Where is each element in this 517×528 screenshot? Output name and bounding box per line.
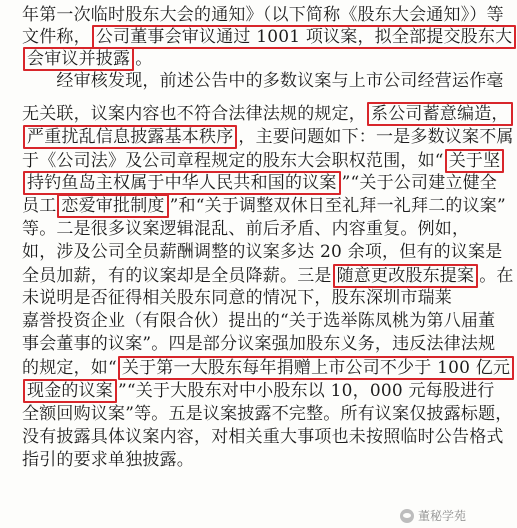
watermark-text: 董秘学苑 xyxy=(417,509,466,523)
highlighted-phrase: 关于坚 xyxy=(445,149,505,173)
text-line xyxy=(22,403,513,425)
text-line xyxy=(22,333,496,355)
text-segment: ”和“关于调整双休日至礼拜一礼拜二的议案” xyxy=(169,196,506,216)
text-segment: 经审核发现，前述公告中的多数议案与上市公司经营运作毫 xyxy=(22,71,504,91)
text-segment: ”“关于大股东对中小股东以 10，000 元每股进行 xyxy=(118,381,495,401)
text-line xyxy=(22,265,514,287)
text-segment: 的规定，如“ xyxy=(22,358,117,378)
text-segment: 员工 xyxy=(22,196,57,216)
text-segment: 嘉誉投资企业（有限合伙）提出的“关于选举陈凤桃为第八届董 xyxy=(22,311,496,331)
text-line xyxy=(22,426,504,448)
text-segment: 。在 xyxy=(479,266,514,286)
text-line xyxy=(22,172,497,194)
highlighted-phrase: 现金的议案 xyxy=(23,379,117,403)
text-segment: 年第一次临时股东大会的通知》（以下简称《股东大会通知》）等 xyxy=(22,5,504,25)
text-segment: 如，涉及公司全员薪酬调整的议案多达 20 余项，但有的议案是 xyxy=(22,242,503,262)
text-segment: 于《公司法》及公司章程规定的股东大会职权范围，如“ xyxy=(22,151,444,171)
text-segment: 。 xyxy=(135,49,153,69)
text-line xyxy=(22,218,470,240)
text-segment: 全员加薪，有的议案却是全员降薪。三是 xyxy=(22,266,332,286)
highlighted-phrase: 持钓鱼岛主权属于中华人民共和国的议案 xyxy=(23,171,341,195)
text-line xyxy=(22,150,501,172)
text-segment: 事会董事的议案”。四是部分议案强加股东义务，违反法律法规 xyxy=(22,334,496,354)
text-line xyxy=(22,287,462,309)
watermark xyxy=(400,507,466,524)
text-segment: 无关联，议案内容也不符合法律法规的规定， xyxy=(22,104,366,124)
wechat-logo-icon xyxy=(400,509,414,523)
text-segment: ，主要问题如下：一是多数议案不属 xyxy=(238,127,514,147)
text-line xyxy=(22,48,462,70)
text-line xyxy=(22,70,504,92)
text-line xyxy=(22,380,495,402)
text-line xyxy=(22,357,511,379)
text-line xyxy=(22,449,462,471)
text-line xyxy=(22,241,503,263)
text-segment: 全额回购议案”等。五是议案披露不完整。所有议案仅披露标题， xyxy=(22,404,513,424)
text-segment: 指引的要求单独披露。 xyxy=(22,450,194,470)
text-line xyxy=(22,26,513,48)
text-segment: 等。二是很多议案逻辑混乱、前后矛盾、内容重复。例如， xyxy=(22,219,470,239)
text-line xyxy=(22,310,496,332)
text-line xyxy=(22,195,506,217)
text-line xyxy=(22,4,504,26)
highlighted-phrase: 严重扰乱信息披露基本秩序 xyxy=(23,125,237,149)
text-segment: 未说明是否征得相关股东同意的情况下，股东深圳市瑞莱 xyxy=(22,288,452,308)
text-line xyxy=(22,103,509,125)
highlighted-phrase: 随意更改股东提案 xyxy=(333,264,479,288)
text-segment: 文件称， xyxy=(22,27,91,47)
highlighted-phrase: 系公司蓄意编造， xyxy=(367,102,513,126)
text-line xyxy=(22,126,514,148)
highlighted-phrase: 公司董事会审议通过 1001 项议案，拟全部提交股东大 xyxy=(92,25,516,49)
highlighted-phrase: 会审议并披露 xyxy=(23,47,134,71)
text-segment: 没有披露具体议案内容，对相关重大事项也未按照临时公告格式 xyxy=(22,427,504,447)
highlighted-phrase: 恋爱审批制度 xyxy=(57,194,168,218)
highlighted-phrase: 关于第一大股东每年捐赠上市公司不少于 100 亿元 xyxy=(118,356,514,380)
text-segment: ”“关于公司建立健全 xyxy=(341,173,497,193)
